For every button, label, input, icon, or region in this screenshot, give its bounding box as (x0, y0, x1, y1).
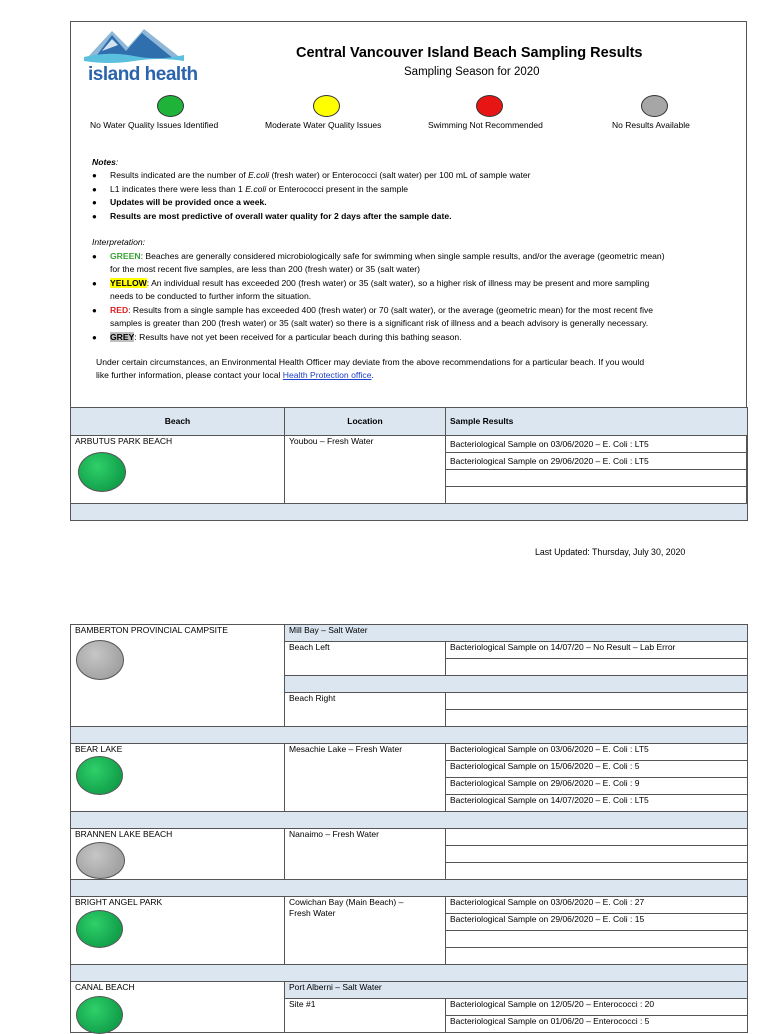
legend-grey-dot (641, 95, 668, 117)
interp-red-cont: samples is greater than 200 (fresh water) or 35 (salt water) so there is a significant risk of illness and a beach advisory is generally necessary. (110, 318, 649, 328)
legend-red-dot (476, 95, 503, 117)
deviation-text-2: like further information, please contact your local Health Protection office. (96, 370, 374, 380)
table-spacer-row (71, 504, 748, 521)
sample-result-empty (446, 487, 748, 504)
status-dot-green (76, 910, 123, 948)
deviation-text-1: Under certain circumstances, an Environmental Health Officer may deviate from the above recommendations for a particular beach. If you would (96, 357, 645, 367)
sample-result-empty (446, 710, 748, 727)
status-dot-green (76, 996, 123, 1034)
beach-location: Cowichan Bay (Main Beach) – Fresh Water (285, 897, 446, 965)
site-label: Site #1 (285, 999, 446, 1033)
sample-result: Bacteriological Sample on 03/06/2020 – E. Coli : LT5 (446, 744, 748, 761)
beach-name-bamberton: BAMBERTON PROVINCIAL CAMPSITE (71, 625, 285, 727)
bullet-icon: ● (92, 212, 97, 221)
health-protection-link[interactable]: Health Protection office (282, 370, 372, 380)
beach-name-arbutus: ARBUTUS PARK BEACH (71, 436, 285, 504)
note-4: Results are most predictive of overall water quality for 2 days after the sample date. (110, 211, 452, 221)
beach-location: Mill Bay – Salt Water (285, 625, 748, 642)
beach-name-brannen: BRANNEN LAKE BEACH (71, 829, 285, 880)
table-spacer-row (71, 965, 748, 982)
sample-result-empty (446, 659, 748, 676)
bullet-icon: ● (92, 279, 97, 288)
legend-red-label: Swimming Not Recommended (428, 120, 543, 130)
bullet-icon: ● (92, 171, 97, 180)
beach-name-bright-angel: BRIGHT ANGEL PARK (71, 897, 285, 965)
interp-green-cont: for the most recent five samples, are less than 200 (fresh water) or 35 (salt water) (110, 264, 420, 274)
beach-location: Nanaimo – Fresh Water (285, 829, 446, 880)
sample-result-empty (446, 829, 748, 846)
sample-result-empty (446, 863, 748, 880)
interp-yellow: YELLOW: An individual result has exceeded 200 (fresh water) or 35 (salt water), so a higher risk of illness may be present and more sampling (110, 278, 650, 288)
status-dot-green (78, 452, 126, 492)
sample-result-empty (446, 846, 748, 863)
beach-location: Mesachie Lake – Fresh Water (285, 744, 446, 812)
site-label: Beach Right (285, 693, 446, 727)
sample-result: Bacteriological Sample on 12/05/20 – Enterococci : 20 (446, 999, 748, 1016)
sample-result-empty (446, 470, 748, 487)
beach-name-bear: BEAR LAKE (71, 744, 285, 812)
site-spacer-row (285, 676, 748, 693)
bullet-icon: ● (92, 198, 97, 207)
col-header-beach: Beach (71, 408, 285, 436)
interpretation-heading: Interpretation: (92, 237, 146, 247)
sample-result: Bacteriological Sample on 29/06/2020 – E. Coli : LT5 (446, 453, 748, 470)
sample-result: Bacteriological Sample on 03/06/2020 – E. Coli : 27 (446, 897, 748, 914)
beach-table (70, 624, 748, 1033)
beach-location: Port Alberni – Salt Water (285, 982, 748, 999)
site-label: Beach Left (285, 642, 446, 676)
status-dot-grey (76, 640, 124, 680)
last-updated: Last Updated: Thursday, July 30, 2020 (535, 547, 686, 557)
interp-yellow-cont: needs to be conducted to further inform the situation. (110, 291, 312, 301)
sample-result-empty (446, 693, 748, 710)
bullet-icon: ● (92, 333, 97, 342)
page-subtitle: Sampling Season for 2020 (404, 66, 540, 78)
sample-result: Bacteriological Sample on 15/06/2020 – E. Coli : 5 (446, 761, 748, 778)
logo-text: island health (88, 64, 198, 85)
sample-result: Bacteriological Sample on 29/06/2020 – E. Coli : 9 (446, 778, 748, 795)
sample-result: Bacteriological Sample on 03/06/2020 – E. Coli : LT5 (446, 436, 748, 453)
sample-result-empty (446, 948, 748, 965)
table-spacer-row (71, 880, 748, 897)
sample-result: Bacteriological Sample on 29/06/2020 – E. Coli : 15 (446, 914, 748, 931)
legend-yellow-label: Moderate Water Quality Issues (265, 120, 382, 130)
legend-green-dot (157, 95, 184, 117)
legend-grey-label: No Results Available (612, 120, 690, 130)
notes-heading: Notes: (92, 157, 119, 167)
status-dot-grey (76, 842, 125, 879)
interp-red: RED: Results from a single sample has exceeded 400 (fresh water) or 70 (salt water), or the average (geometric mean) for the most recent five (110, 305, 654, 315)
table-spacer-row (71, 812, 748, 829)
legend-green-label: No Water Quality Issues Identified (90, 120, 219, 130)
beach-name-canal: CANAL BEACH (71, 982, 285, 1033)
note-2: L1 indicates there were less than 1 E.coli or Enterococci present in the sample (110, 184, 409, 194)
status-dot-green (76, 756, 123, 795)
bullet-icon: ● (92, 252, 97, 261)
bullet-icon: ● (92, 185, 97, 194)
sample-result: Bacteriological Sample on 01/06/20 – Enterococci : 5 (446, 1016, 748, 1033)
sample-result: Bacteriological Sample on 14/07/2020 – E. Coli : LT5 (446, 795, 748, 812)
interp-grey: GREY: Results have not yet been received for a particular beach during this bathing season. (110, 332, 462, 342)
interp-green: GREEN: Beaches are generally considered microbiologically safe for swimming when single sample results, and/or the average (geometric mean) (110, 251, 665, 261)
legend-yellow-dot (313, 95, 340, 117)
note-3: Updates will be provided once a week. (110, 197, 267, 207)
col-header-location: Location (285, 408, 446, 436)
sample-result: Bacteriological Sample on 14/07/20 – No Result – Lab Error (446, 642, 748, 659)
logo-mountains (84, 25, 184, 65)
bullet-icon: ● (92, 306, 97, 315)
sample-result-empty (446, 931, 748, 948)
table-spacer-row (71, 727, 748, 744)
col-header-results: Sample Results (446, 408, 748, 436)
page-title: Central Vancouver Island Beach Sampling Results (296, 45, 643, 61)
note-1: Results indicated are the number of E.coli (fresh water) or Enterococci (salt water) per 100 mL of sample water (110, 170, 531, 180)
beach-table-header (70, 407, 748, 521)
beach-location: Youbou – Fresh Water (285, 436, 446, 504)
